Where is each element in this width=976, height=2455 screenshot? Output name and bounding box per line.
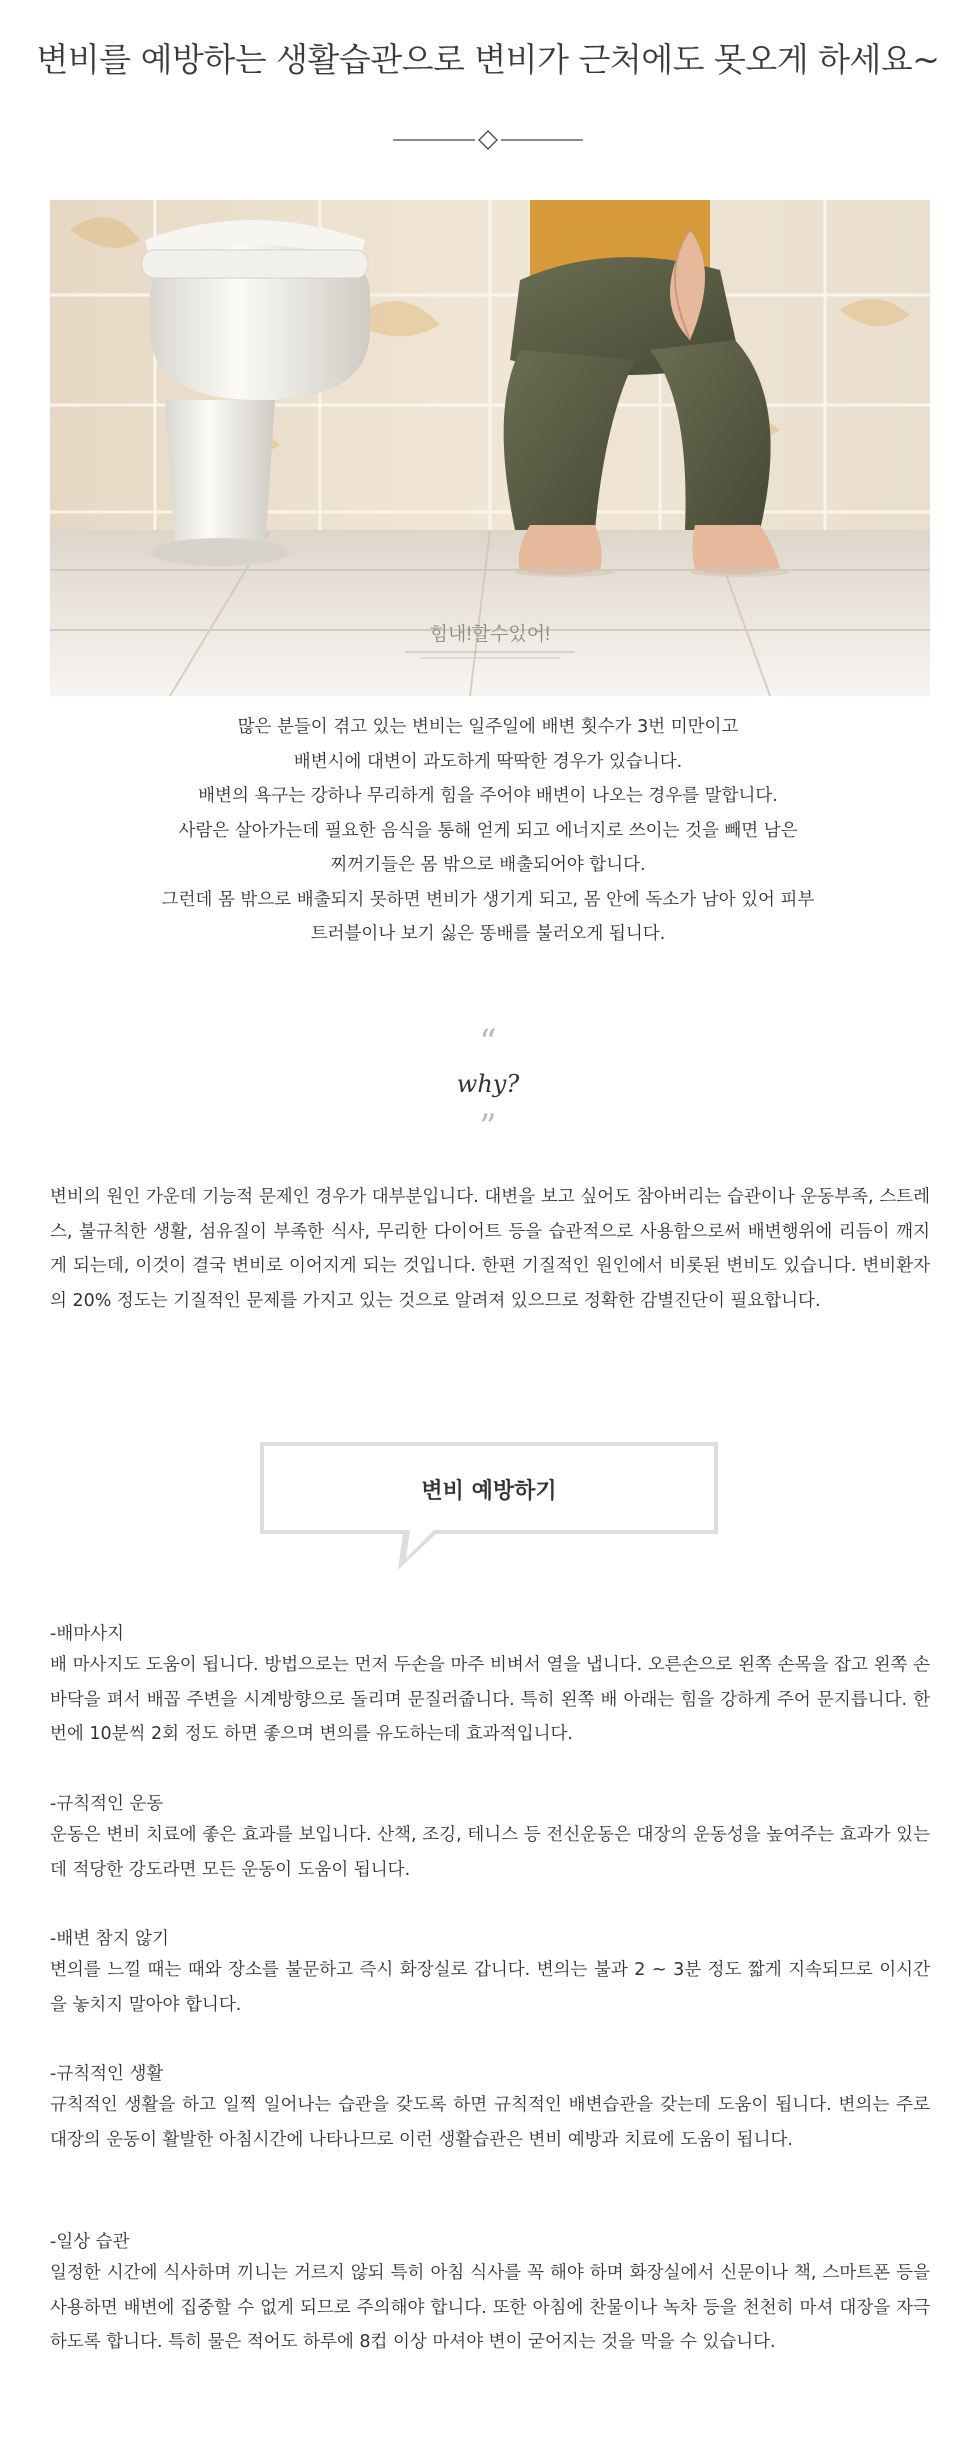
- section-body-regular-life: 규칙적인 생활을 하고 일찍 일어나는 습관을 갖도록 하면 규칙적인 배변습관을 갖는데 도움이 됩니다. 변의는 주로 대장의 운동이 활발한 아침시간에 나타나므로 이런 생활습관은 변비 예방과 치료에 도움이 됩니다.: [50, 2095, 930, 2150]
- section-heading-exercise: -규칙적인 운동: [50, 1794, 164, 1814]
- speech-bubble-box: [258, 1440, 720, 1592]
- section-body-daily-habits: 일정한 시간에 식사하며 끼니는 거르지 않되 특히 아침 식사를 꼭 해야 하며 화장실에서 신문이나 책, 스마트폰 등을 사용하면 배변에 집중할 수 없게 되므로 주의해야 합니다. 또한 아침에 찬물이나 녹차 등을 천천히 마셔 대장을 자극하도록 합니다. 특히 물은 적어도 하루에 8컵 이상 마셔야 변이 굳어지는 것을 막을 수 있습니다.: [50, 2263, 930, 2352]
- open-quote-icon: “: [479, 1022, 497, 1062]
- close-quote-icon: ”: [479, 1107, 497, 1147]
- intro-line: 배변의 욕구는 강하나 무리하게 힘을 주어야 배변이 나오는 경우를 말합니다.: [198, 786, 778, 806]
- hero-image: [50, 200, 930, 696]
- why-heading: why?: [456, 1070, 520, 1098]
- title-divider: [393, 128, 583, 152]
- page-title: 변비를 예방하는 생활습관으로 변비가 근처에도 못오게 하세요~: [36, 40, 940, 79]
- section-body-no-holding: 변의를 느낄 때는 때와 장소를 불문하고 즉시 화장실로 갑니다. 변의는 불과 2 ~ 3분 정도 짧게 지속되므로 이시간을 놓치지 말아야 합니다.: [50, 1960, 930, 2015]
- hero-caption: 힘내!할수있어!: [429, 624, 551, 645]
- intro-line: 사람은 살아가는데 필요한 음식을 통해 얻게 되고 에너지로 쓰이는 것을 빼면 남은: [178, 820, 798, 841]
- section-body-massage: 배 마사지도 도움이 됩니다. 방법으로는 먼저 두손을 마주 비벼서 열을 냅니다. 오른손으로 왼쪽 손목을 잡고 왼쪽 손바닥을 펴서 배꼽 주변을 시계방향으로 돌리며 문질러줍니다. 특히 왼쪽 배 아래는 힘을 강하게 주어 문지릅니다. 한번에 10분씩 2회 정도 하면 좋으며 변의를 유도하는데 효과적입니다.: [50, 1655, 930, 1744]
- intro-line: 그런데 몸 밖으로 배출되지 못하면 변비가 생기게 되고, 몸 안에 독소가 남아 있어 피부: [161, 889, 815, 910]
- section-heading-regular-life: -규칙적인 생활: [50, 2064, 164, 2084]
- intro-line: 찌꺼기들은 몸 밖으로 배출되어야 합니다.: [330, 855, 646, 875]
- intro-text: [80, 710, 896, 952]
- intro-line: 배변시에 대변이 과도하게 딱딱한 경우가 있습니다.: [293, 751, 683, 772]
- prevention-title: 변비 예방하기: [421, 1479, 557, 1504]
- why-paragraph: 변비의 원인 가운데 기능적 문제인 경우가 대부분입니다. 대변을 보고 싶어도 참아버리는 습관이나 운동부족, 스트레스, 불규칙한 생활, 섬유질이 부족한 식사, 무리한 다이어트 등을 습관적으로 사용함으로써 배변행위에 리듬이 깨지게 되는데, 이것이 결국 변비로 이어지게 되는 것입니다. 한편 기질적인 원인에서 비롯된 변비도 있습니다. 변비환자의 20% 정도는 기질적인 문제를 가지고 있는 것으로 알려져 있으므로 정확한 감별진단이 필요합니다.: [50, 1187, 930, 1311]
- section-heading-massage: -배마사지: [50, 1624, 124, 1644]
- section-heading-daily-habits: -일상 습관: [50, 2232, 130, 2252]
- section-body-exercise: 운동은 변비 치료에 좋은 효과를 보입니다. 산책, 조깅, 테니스 등 전신운동은 대장의 운동성을 높여주는 효과가 있는데 적당한 강도라면 모든 운동이 도움이 됩니다.: [50, 1825, 930, 1880]
- toilet-illustration: [50, 200, 930, 696]
- intro-line: 트러블이나 보기 싫은 똥배를 불러오게 됩니다.: [310, 924, 666, 944]
- intro-line: 많은 분들이 겪고 있는 변비는 일주일에 배변 횟수가 3번 미만이고: [237, 717, 739, 737]
- section-heading-no-holding: -배변 참지 않기: [50, 1929, 169, 1949]
